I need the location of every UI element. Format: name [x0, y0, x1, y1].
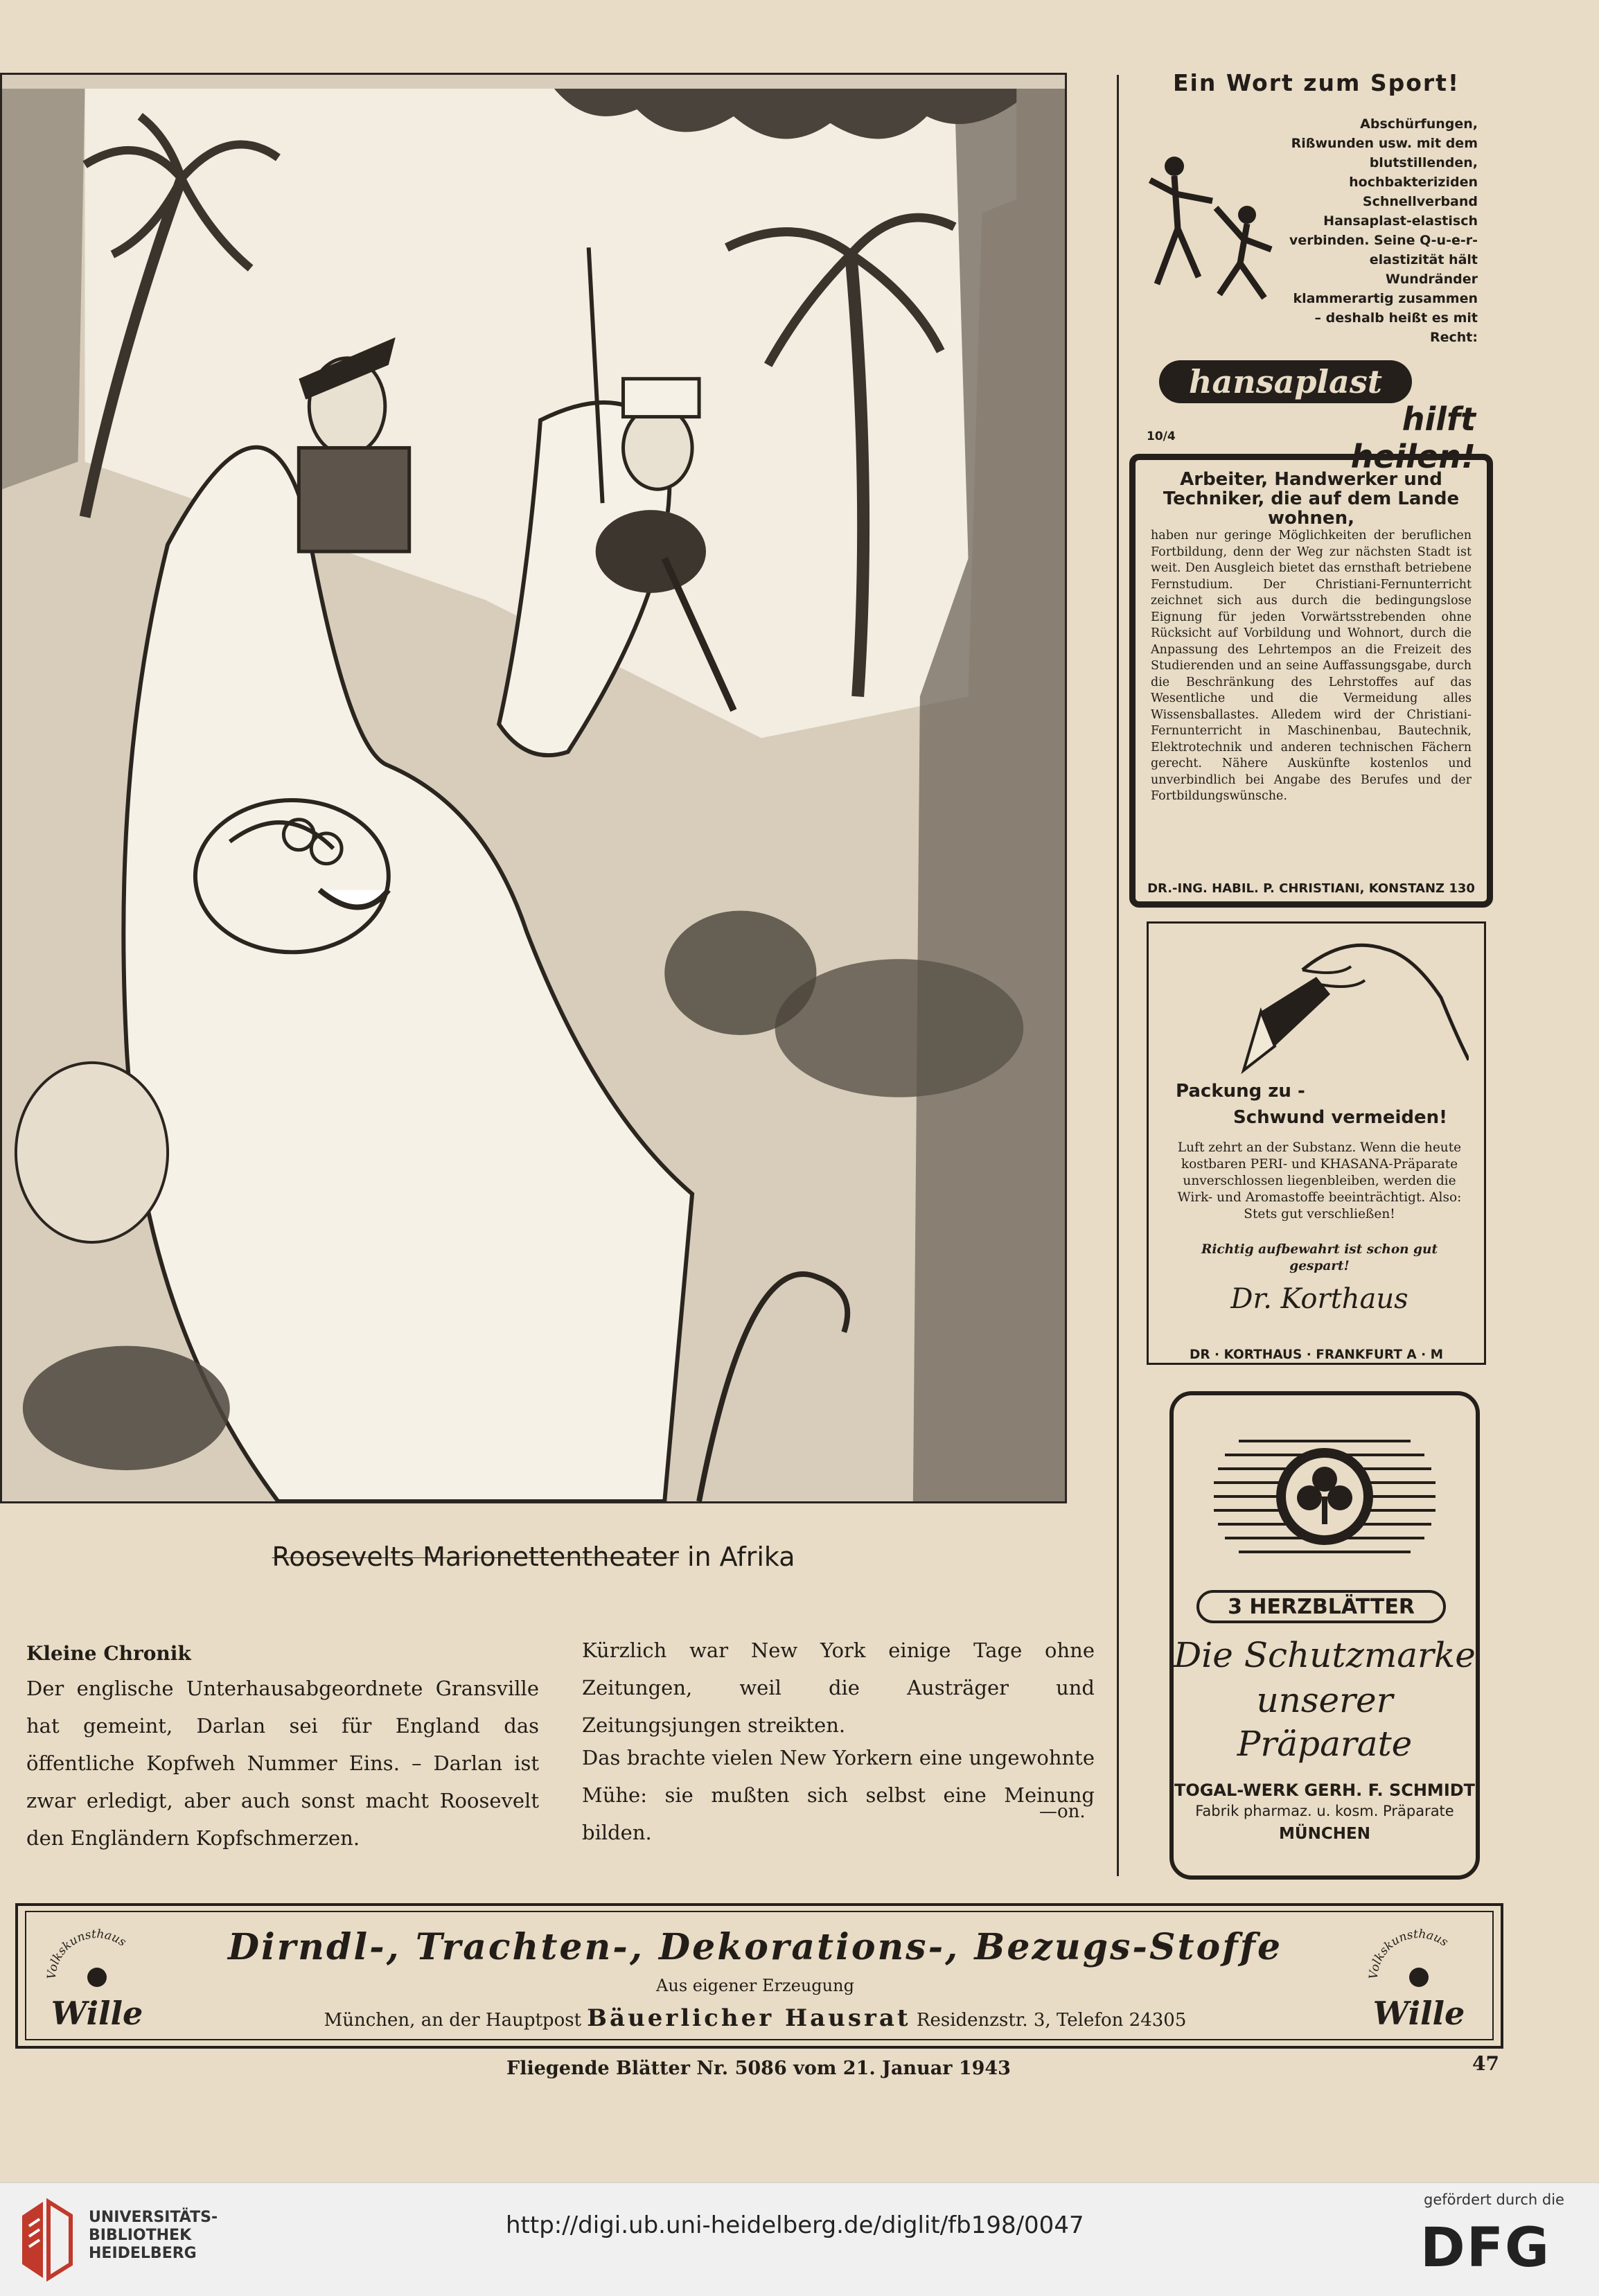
- library-name-line-2: BIBLIOTHEK: [89, 2227, 192, 2244]
- togal-script-3: Präparate: [1237, 1724, 1413, 1764]
- caption-part-plain: in Afrika: [687, 1542, 795, 1572]
- cartoon-drawing: [2, 75, 1065, 1501]
- wille-arc-text-left: Volkskunsthaus: [44, 1927, 129, 1980]
- wille-logo-left: [35, 1914, 159, 2038]
- hansaplast-logo: hansaplast: [1159, 360, 1412, 403]
- chronicle-signoff: —on.: [1039, 1801, 1086, 1822]
- wille-logo-right: [1357, 1914, 1481, 2038]
- dfg-logo: DFG: [1420, 2217, 1551, 2279]
- issue-footer: Fliegende Blätter Nr. 5086 vom 21. Januar 1943: [506, 2058, 1011, 2079]
- banner-subtitle: Aus eigener Erzeugung: [656, 1976, 854, 1995]
- korthaus-headline-2: Schwund vermeiden!: [1233, 1107, 1448, 1128]
- chronicle-left-text: Der englische Unterhausabgeordnete Gransville hat gemeint, Darlan sei für England das öffentliche Kopfweh Nummer Eins. – Darlan ist zwar erledigt, aber auch sonst macht Roosevelt den Engländern Kopfschmerzen.: [26, 1677, 539, 1850]
- heidelberg-library-logo: [15, 2195, 78, 2284]
- athletes-illustration: [1136, 145, 1282, 312]
- togal-script-1: Die Schutzmarke: [1174, 1635, 1476, 1675]
- togal-city: MÜNCHEN: [1279, 1825, 1370, 1843]
- wille-arc-text-right: Volkskunsthaus: [1366, 1927, 1451, 1980]
- hansaplast-code: 10/4: [1147, 430, 1176, 443]
- chronicle-title: Kleine Chronik: [26, 1642, 191, 1665]
- togal-badge: 3 HERZBLÄTTER: [1196, 1590, 1446, 1623]
- chronicle-right-text-2: Das brachte vielen New Yorkern eine ungewohnte Mühe: sie mußten sich selbst eine Meinung bilden.: [582, 1746, 1095, 1844]
- christiani-headline: Arbeiter, Handwerker und Techniker, die auf dem Lande wohnen,: [1163, 469, 1460, 529]
- library-footer-bar: [0, 2182, 1599, 2296]
- permalink-url[interactable]: http://digi.ub.uni-heidelberg.de/diglit/fb198/0047: [506, 2211, 1084, 2239]
- christiani-ad: [1129, 454, 1493, 908]
- christiani-body: haben nur geringe Möglichkeiten der beruflichen Fortbildung, denn der Weg zur nächsten Stadt ist weit. Den Ausgleich bietet das ernsthaft betriebene Fernstudium. Der Christiani-Fernunterricht zeichnet sich aus durch die bedingungslose Eignung für jeden Vorwärtsstrebenden ohne Rücksicht auf Vorbildung und Wohnort, durch die Anpassung des Lehrtempos an die Freizeit des Studierenden und an seine Auffassungsgabe, durch die Beschränkung des Lehrstoffes auf das Wesentliche und die Vermeidung alles Wissensballastes. Alledem wird der Christiani-Fernunterricht in Maschinenbau, Bautechnik, Elektrotechnik und anderen technischen Fächern gerecht. Nähere Auskünfte kostenlos und unverbindlich bei Angabe des Berufes und der Fortbildungswünsche.: [1151, 529, 1472, 803]
- wille-text-right: Wille: [1372, 1995, 1465, 2032]
- banner-address-suffix: Residenzstr. 3, Telefon 24305: [916, 2010, 1187, 2031]
- cartoon-illustration: [0, 73, 1067, 1503]
- banner-shop-name: Bäuerlicher Hausrat: [587, 2004, 911, 2032]
- korthaus-signature: Dr. Korthaus: [1230, 1283, 1408, 1315]
- banner-address: [187, 2004, 1323, 2032]
- hand-with-tube-illustration: [1178, 928, 1469, 1088]
- library-name: [89, 2209, 218, 2263]
- korthaus-headline-1: Packung zu -: [1176, 1081, 1305, 1102]
- library-name-line-3: HEIDELBERG: [89, 2245, 197, 2262]
- chronicle-right-text-1: Kürzlich war New York einige Tage ohne Zeitungen, weil die Austräger und Zeitungsjungen streikten.: [582, 1639, 1095, 1737]
- banner-title: Dirndl-, Trachten-, Dekorations-, Bezugs-Stoffe: [227, 1926, 1283, 1968]
- korthaus-footer: DR · KORTHAUS · FRANKFURT A · M: [1189, 1348, 1444, 1362]
- column-divider: [1117, 75, 1119, 1876]
- cartoon-caption: [0, 1542, 1067, 1572]
- svg-text:Volkskunsthaus: [1367, 1927, 1451, 1980]
- banner-address-prefix: München, an der Hauptpost: [324, 2010, 582, 2031]
- korthaus-slogan: Richtig aufbewahrt ist schon gut gespart!: [1201, 1242, 1438, 1273]
- christiani-footer: DR.-ING. HABIL. P. CHRISTIANI, KONSTANZ 130: [1147, 881, 1475, 896]
- funded-by-caption: gefördert durch die: [1424, 2191, 1564, 2208]
- hansaplast-body: Abschürfungen, Rißwunden usw. mit dem blutstillenden, hochbakteriziden Schnellverband Hansaplast-elastisch verbinden. Seine Q-u-e-r-elastizität hält Wundränder klammerartig zusammen – deshalb heißt es mit Recht:: [1289, 116, 1478, 345]
- three-leaves-emblem: [1211, 1413, 1438, 1580]
- togal-script-2: unserer: [1256, 1680, 1393, 1720]
- svg-text:Volkskunsthaus: [45, 1927, 129, 1980]
- library-name-line-1: UNIVERSITÄTS-: [89, 2209, 218, 2226]
- hansaplast-slogan: hilft heilen!: [1350, 400, 1476, 475]
- korthaus-body: Luft zehrt an der Substanz. Wenn die heute kostbaren PERI- und KHASANA-Präparate unverschlossen liegenbleiben, werden die Wirk- und Aromastoffe beeinträchtigt. Also: Stets gut verschließen!: [1177, 1140, 1462, 1221]
- togal-sub: Fabrik pharmaz. u. kosm. Präparate: [1195, 1803, 1454, 1819]
- page-number: 47: [1472, 2052, 1499, 2075]
- togal-maker: TOGAL-WERK GERH. F. SCHMIDT: [1174, 1781, 1476, 1800]
- hansaplast-headline: Ein Wort zum Sport!: [1172, 69, 1460, 96]
- caption-part-struck: Roosevelts Marionettentheater: [272, 1542, 679, 1572]
- wille-text-left: Wille: [51, 1995, 143, 2032]
